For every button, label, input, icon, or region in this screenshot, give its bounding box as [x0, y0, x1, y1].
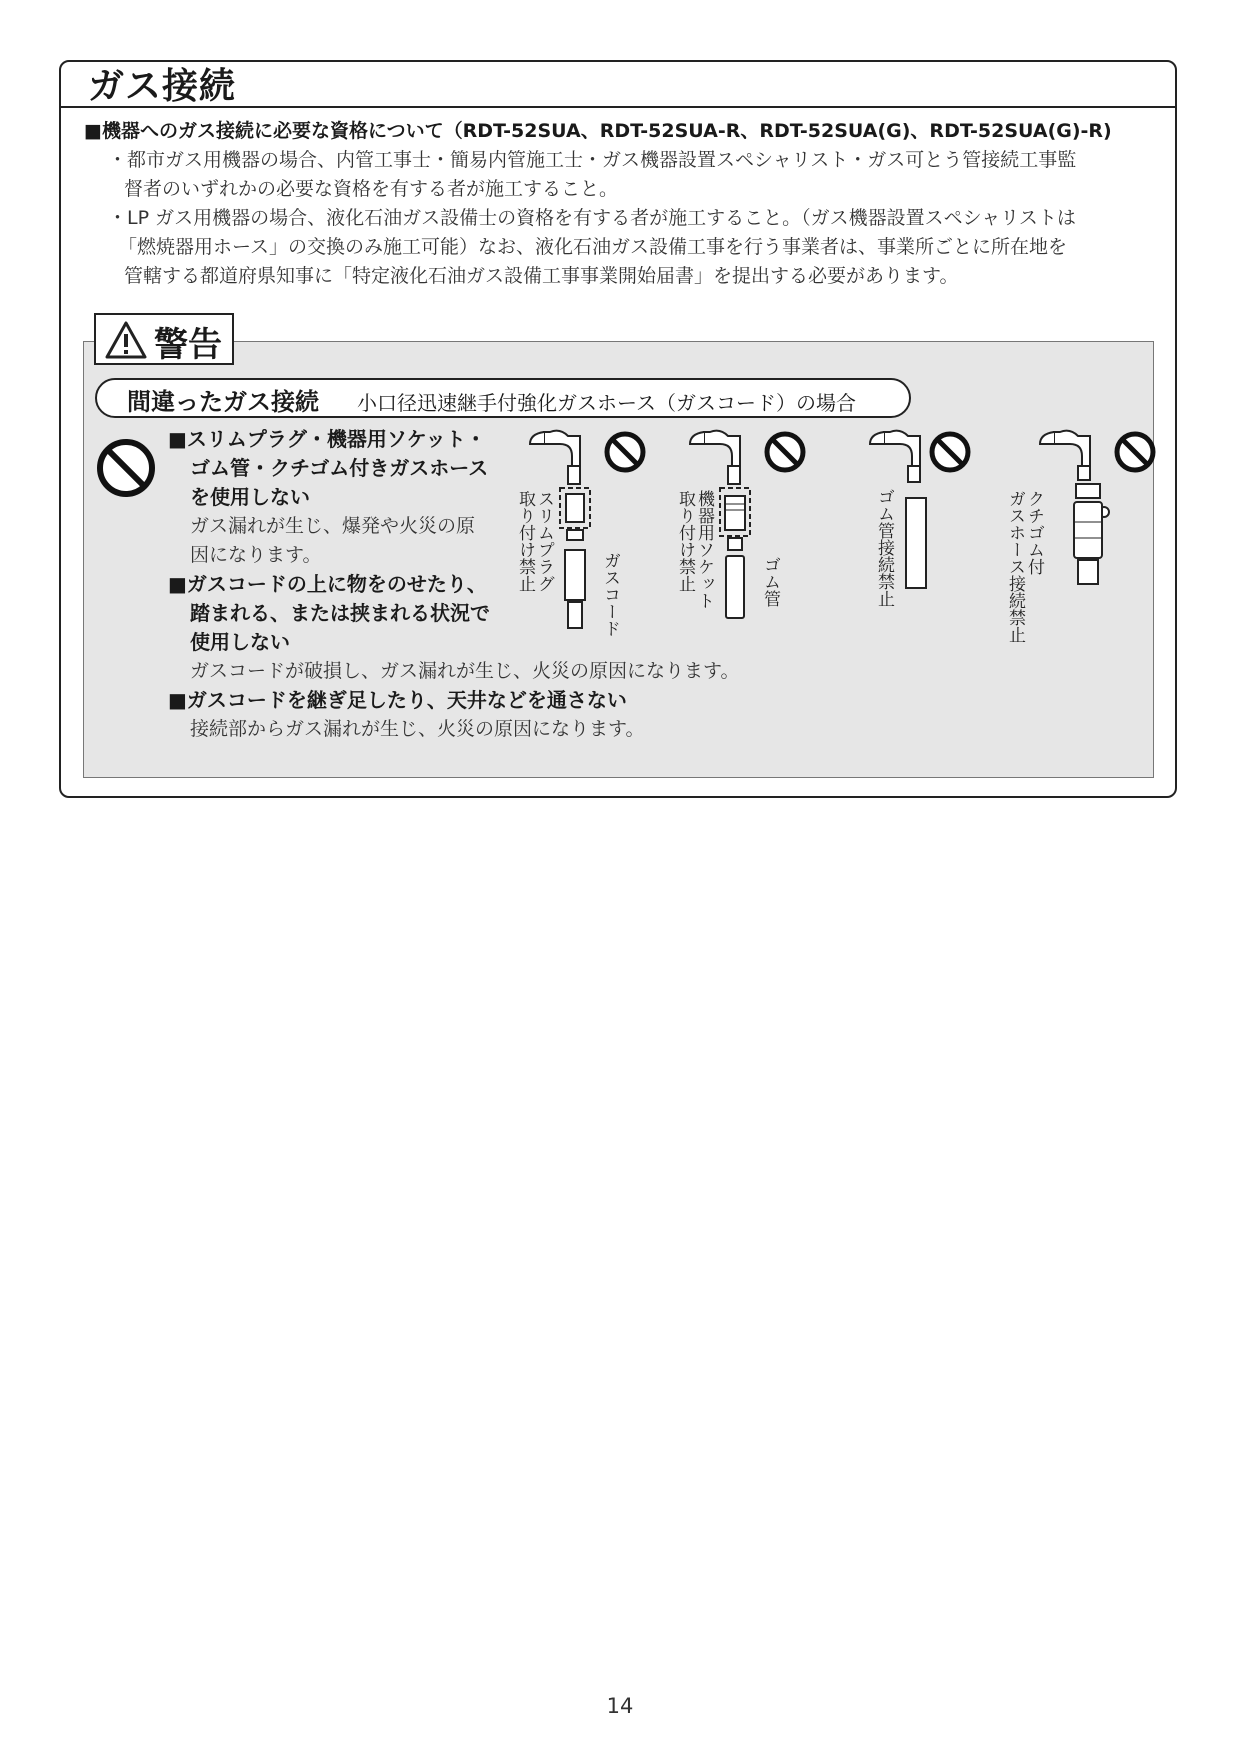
bullet-heading: ■ガスコードを継ぎ足したり、天井などを通さない	[168, 688, 627, 712]
bullet-heading: 使用しない	[190, 630, 290, 654]
qualification-line: ・LP ガス用機器の場合、液化石油ガス設備士の資格を有する者が施工すること。（ガス機器設置スペシャリストは	[108, 207, 1076, 229]
warning-label	[94, 313, 234, 365]
diagram-rubber-mouth-hose	[1005, 426, 1160, 656]
bullet-heading: ■ガスコードの上に物をのせたり、	[168, 572, 487, 596]
warning-subheading: 間違ったガス接続	[127, 388, 319, 416]
diagram-label: ガスホース接続禁止	[1005, 490, 1025, 643]
diagram-label: ゴム管	[760, 556, 780, 607]
qualification-heading: ■機器へのガス接続に必要な資格について（RDT-52SUA、RDT-52SUA-R、RDT-52SUA(G)、RDT-52SUA(G)-R)	[84, 120, 1112, 142]
diagram-slim-plug	[515, 426, 650, 656]
bullet-heading: 踏まれる、または挟まれる状況で	[190, 601, 490, 625]
qualification-line: ・都市ガス用機器の場合、内管工事士・簡易内管施工士・ガス機器設置スペシャリスト・ガス可とう管接続工事監	[108, 149, 1077, 171]
diagram-appliance-socket	[675, 426, 810, 656]
diagram-label: 取り付け禁止	[515, 490, 535, 592]
warning-subheading-note: 小口径迅速継手付強化ガスホース（ガスコード）の場合	[357, 391, 856, 415]
title-divider	[59, 106, 1177, 108]
page-number: 14	[606, 1694, 634, 1718]
bullet-body: 接続部からガス漏れが生じ、火災の原因になります。	[190, 718, 645, 740]
diagram-label: ガスコード	[600, 552, 620, 637]
diagram-label: 取り付け禁止	[675, 490, 695, 592]
bullet-heading: ゴム管・クチゴム付きガスホース	[190, 456, 489, 480]
diagram-rubber-tube	[860, 426, 990, 626]
qualification-line: 督者のいずれかの必要な資格を有する者が施工すること。	[124, 178, 619, 200]
prohibition-icon	[95, 437, 157, 499]
qualification-line: 「燃焼器用ホース」の交換のみ施工可能）なお、液化石油ガス設備工事を行う事業者は、事業所ごとに所在地を	[118, 236, 1068, 258]
diagram-label: クチゴム付	[1024, 490, 1044, 575]
warning-subheading-pill	[95, 378, 911, 418]
rubber-mouth-hose-illustration	[1030, 426, 1160, 636]
bullet-body: ガスコードが破損し、ガス漏れが生じ、火災の原因になります。	[190, 660, 740, 682]
qualification-line: 管轄する都道府県知事に「特定液化石油ガス設備工事事業開始届書」を提出する必要があります。	[124, 265, 959, 287]
diagram-label: ゴム管接続禁止	[874, 488, 894, 607]
warning-label-text: 警告	[154, 325, 222, 365]
section-title: ガス接続	[88, 66, 237, 107]
bullet-body: 因になります。	[190, 544, 322, 566]
warning-triangle-icon	[104, 320, 148, 360]
diagram-label: 機器用ソケット	[694, 490, 714, 609]
diagram-label: スリムプラグ	[534, 490, 554, 592]
bullet-body: ガス漏れが生じ、爆発や火災の原	[190, 515, 476, 537]
bullet-heading: を使用しない	[190, 485, 310, 509]
bullet-heading: ■スリムプラグ・機器用ソケット・	[168, 427, 486, 451]
